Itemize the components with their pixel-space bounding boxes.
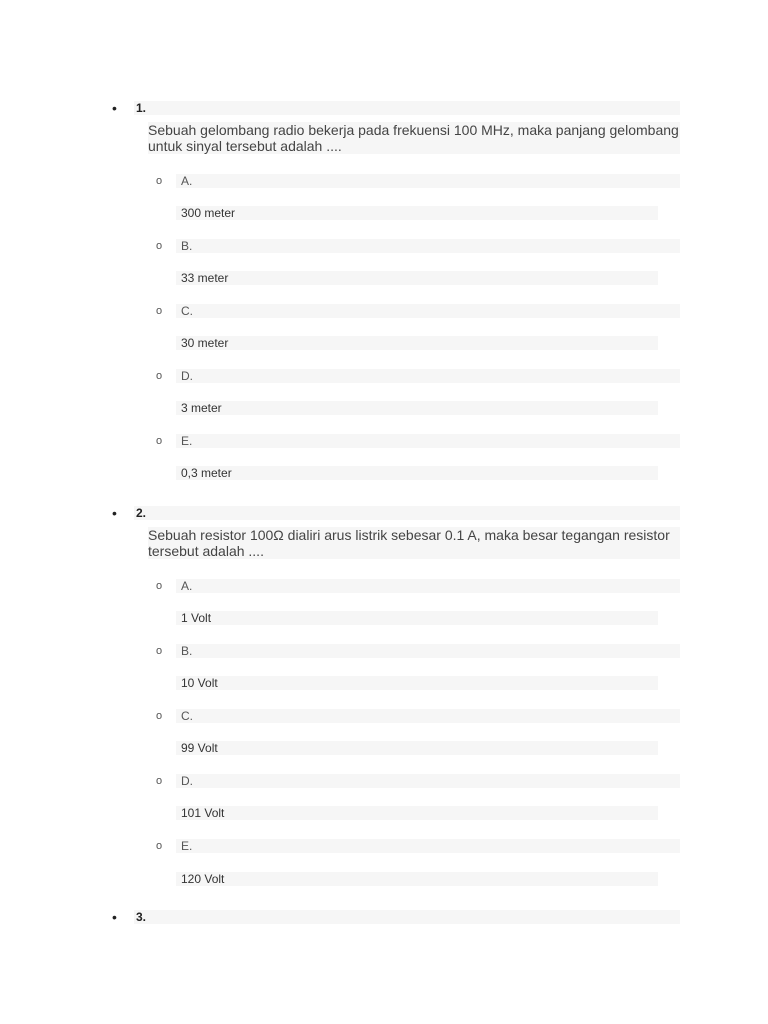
option-c-answer[interactable]	[176, 336, 658, 350]
option-letter: C.	[181, 709, 193, 723]
option-c-answer[interactable]	[176, 741, 658, 755]
option-d[interactable]	[156, 369, 680, 383]
option-b-answer[interactable]	[176, 676, 658, 690]
answer-text: 101 Volt	[181, 806, 225, 820]
option-bullet: o	[156, 240, 163, 252]
question-1-header	[112, 100, 680, 116]
answer-text: 30 meter	[181, 336, 229, 350]
option-a-answer[interactable]	[176, 611, 658, 625]
option-d[interactable]	[156, 774, 680, 788]
option-letter: B.	[181, 644, 193, 658]
option-letter: C.	[181, 304, 193, 318]
list-bullet: •	[112, 909, 117, 925]
option-bullet: o	[156, 840, 163, 852]
question-2-header	[112, 505, 680, 521]
list-bullet: •	[112, 505, 117, 521]
option-bullet: o	[156, 370, 163, 382]
option-e-answer[interactable]	[176, 872, 658, 886]
question-number: 3.	[136, 910, 147, 924]
answer-text: 1 Volt	[181, 611, 212, 625]
question-3-header	[112, 909, 680, 925]
option-b-answer[interactable]	[176, 271, 658, 285]
option-letter: D.	[181, 774, 193, 788]
answer-text: 10 Volt	[181, 676, 218, 690]
option-bullet: o	[156, 435, 163, 447]
option-bullet: o	[156, 775, 163, 787]
question-number: 1.	[136, 101, 147, 115]
option-c[interactable]	[156, 304, 680, 318]
option-bullet: o	[156, 305, 163, 317]
option-e[interactable]	[156, 434, 680, 448]
option-bullet: o	[156, 645, 163, 657]
answer-text: 120 Volt	[181, 872, 225, 886]
option-d-answer[interactable]	[176, 401, 658, 415]
option-a[interactable]	[156, 579, 680, 593]
answer-text: 0,3 meter	[181, 466, 232, 480]
option-letter: D.	[181, 369, 193, 383]
answer-text: 99 Volt	[181, 741, 218, 755]
option-e-answer[interactable]	[176, 466, 658, 480]
option-b[interactable]	[156, 644, 680, 658]
option-letter: A.	[181, 174, 193, 188]
question-text: Sebuah gelombang radio bekerja pada frekuensi 100 MHz, maka panjang gelombang untuk sinyal tersebut adalah ....	[148, 122, 679, 154]
option-letter: E.	[181, 839, 193, 853]
question-number: 2.	[136, 506, 147, 520]
option-a[interactable]	[156, 174, 680, 188]
option-a-answer[interactable]	[176, 206, 658, 220]
option-bullet: o	[156, 710, 163, 722]
option-b[interactable]	[156, 239, 680, 253]
question-text: Sebuah resistor 100Ω dialiri arus listrik sebesar 0.1 A, maka besar tegangan resistor tersebut adalah ....	[148, 527, 670, 559]
option-letter: E.	[181, 434, 193, 448]
option-bullet: o	[156, 580, 163, 592]
option-bullet: o	[156, 175, 163, 187]
option-letter: A.	[181, 579, 193, 593]
option-letter: B.	[181, 239, 193, 253]
option-e[interactable]	[156, 839, 680, 853]
answer-text: 33 meter	[181, 271, 229, 285]
answer-text: 300 meter	[181, 206, 236, 220]
option-c[interactable]	[156, 709, 680, 723]
list-bullet: •	[112, 100, 117, 116]
option-d-answer[interactable]	[176, 806, 658, 820]
answer-text: 3 meter	[181, 401, 222, 415]
